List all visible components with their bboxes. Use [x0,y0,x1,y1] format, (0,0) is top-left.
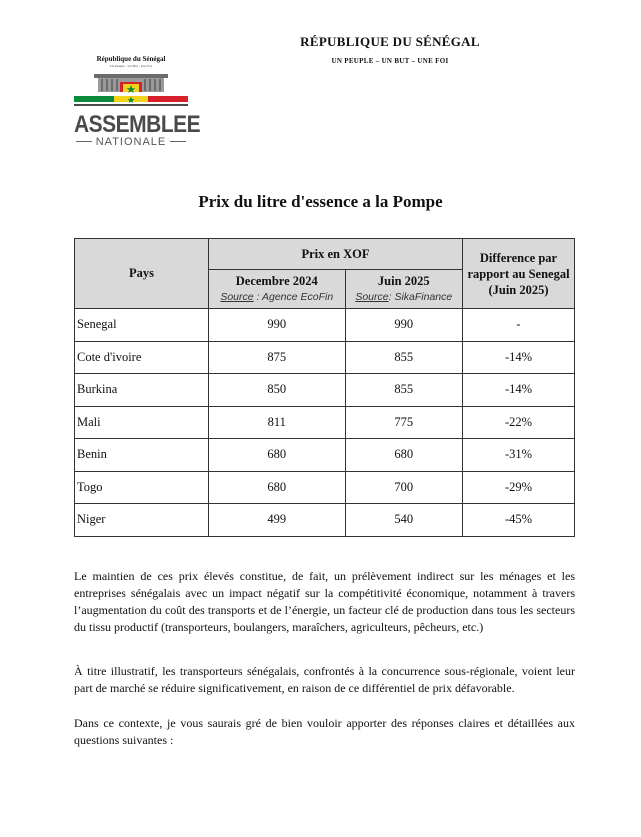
header-june-source [346,289,462,305]
header-june-2025 [345,270,462,309]
paragraph-questions-intro: Dans ce contexte, je vous saurais gré de bien vouloir apporter des réponses claires et détaillées aux questions suivantes : [74,716,575,747]
difference-cell: -14% [463,341,575,374]
national-motto: UN PEUPLE – UN BUT – UNE FOI [331,57,449,65]
table-title: Prix du litre d'essence a la Pompe [198,192,443,211]
price-jun-cell: 990 [345,309,462,342]
logo-wordmark-nationale: NATIONALE [95,136,167,148]
paragraph-impact: Le maintien de ces prix élevés constitue, de fait, un prélèvement indirect sur les ménages et les entreprises sénégalais avec un impact négatif sur la compétitivité économique, notamment à travers l’augmentation du coût des transports et de l’énergie, un facteur clé de production dans tous les secteurs du tissu productif (transporteurs, boulangers, maraîchers, agriculteurs, pêcheurs, etc.) [74,569,575,634]
header-december-source [209,289,345,305]
logo-wordmark-assemblee: ASSEMBLEE [74,111,201,138]
difference-cell: -14% [463,374,575,407]
letterhead [230,34,550,65]
difference-cell: -31% [463,439,575,472]
header-december-label: Decembre 2024 [235,274,318,288]
table-row [75,471,575,504]
difference-cell: - [463,309,575,342]
difference-cell: -29% [463,471,575,504]
country-cell: Mali [75,406,209,439]
price-jun-cell: 540 [345,504,462,537]
price-dec-cell: 875 [209,341,346,374]
country-cell: Benin [75,439,209,472]
difference-cell: -22% [463,406,575,439]
country-cell: Niger [75,504,209,537]
paragraph-transporters: À titre illustratif, les transporteurs sénégalais, confrontés à la concurrence sous-régionale, voient leur part de marché se réduire significativement, en raison de ce différentiel de prix défavorable. [74,664,575,695]
parliament-building-icon [74,68,188,112]
country-cell: Senegal [75,309,209,342]
price-jun-cell: 855 [345,374,462,407]
source-label: Source [355,291,389,303]
price-jun-cell: 680 [345,439,462,472]
price-dec-cell: 850 [209,374,346,407]
header-difference: Difference par rapport au Senegal (Juin 2025) [463,239,575,309]
republic-heading: RÉPUBLIQUE DU SÉNÉGAL [300,34,480,49]
price-dec-cell: 499 [209,504,346,537]
difference-cell: -45% [463,504,575,537]
country-cell: Burkina [75,374,209,407]
source-name: : SikaFinance [388,291,453,303]
table-row [75,439,575,472]
logo-caption: République du Sénégal [96,55,166,63]
price-dec-cell: 811 [209,406,346,439]
price-jun-cell: 700 [345,471,462,504]
table-row [75,406,575,439]
price-dec-cell: 990 [209,309,346,342]
price-jun-cell: 775 [345,406,462,439]
table-row [75,504,575,537]
logo-rule-right [170,141,186,142]
fuel-price-table [74,238,575,537]
table-row [75,374,575,407]
price-dec-cell: 680 [209,439,346,472]
table-row [75,341,575,374]
price-jun-cell: 855 [345,341,462,374]
country-cell: Cote d'ivoire [75,341,209,374]
logo-motto: Un Peuple - Un But - Une Foi [109,64,153,68]
price-dec-cell: 680 [209,471,346,504]
source-name: : Agence EcoFin [253,291,334,303]
country-cell: Togo [75,471,209,504]
source-label: Source [220,291,254,303]
header-country: Pays [75,239,209,309]
header-december-2024 [209,270,346,309]
table-row [75,309,575,342]
header-price-group: Prix en XOF [209,239,463,270]
assemblee-nationale-logo [74,55,201,155]
header-june-label: Juin 2025 [377,274,430,288]
